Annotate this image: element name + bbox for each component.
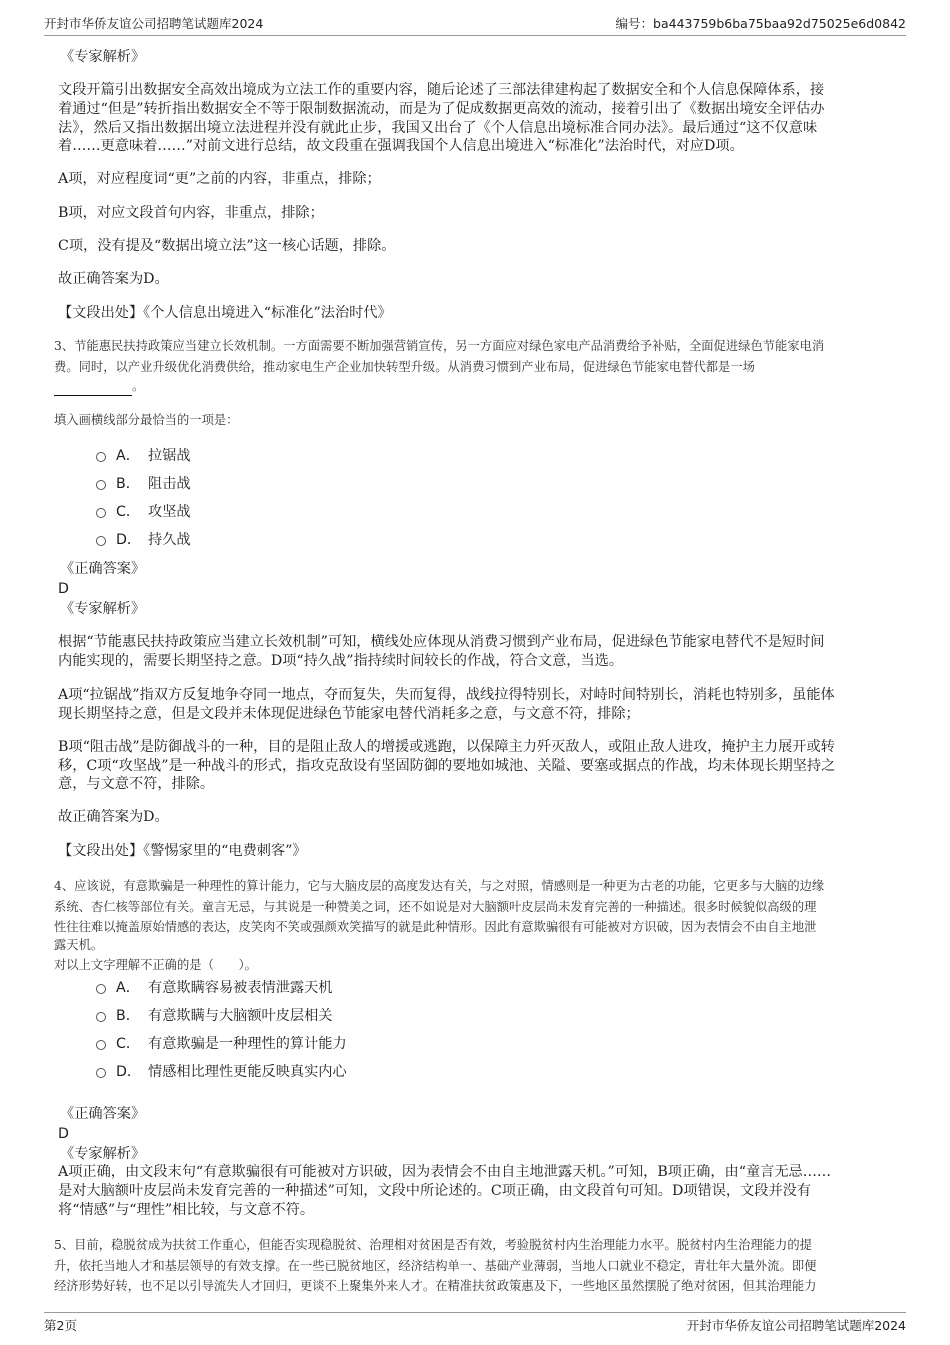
radio-button[interactable]	[96, 1012, 106, 1022]
q4-analysis-line: 是对大脑额叶皮层尚未发育完善的一种描述”可知，文段中所论述的。C项正确，由文段首句可知。D项错误，文段并没有	[58, 1183, 812, 1199]
q4-stem-line: 露天机。	[54, 938, 104, 952]
radio-button[interactable]	[96, 480, 106, 490]
option-letter: B．	[116, 476, 140, 492]
q2-analysis-line: 着……更意味着……”对前文进行总结，故文段重在强调我国个人信息出境进入“标准化”法治时代，对应D项。	[58, 138, 744, 154]
q2-analysis-line: 法》，然后又指出数据出境立法进程并没有就此止步，我国又出台了《个人信息出境标准合同办法》。最后通过“这不仅意味	[58, 120, 818, 136]
q4-option-a[interactable]	[96, 977, 332, 997]
q3-stem-line: 费。同时，以产业升级优化消费供给，推动家电生产企业加快转型升级。从消费习惯到产业布局，促进绿色节能家电替代都是一场	[54, 360, 755, 374]
q4-answer: D	[58, 1126, 69, 1142]
q3-answer: D	[58, 581, 69, 597]
footer-title: 开封市华侨友谊公司招聘笔试题库2024	[686, 1318, 906, 1333]
q3-analysis-line: 现长期坚持之意，但是文段并未体现促进绿色节能家电替代消耗多之意，与文意不符，排除；	[58, 706, 640, 722]
option-letter: D．	[116, 1064, 142, 1080]
q5-stem-line: 5、目前，稳脱贫成为扶贫工作重心，但能否实现稳脱贫、治理相对贫困是否有效，考验脱贫村内生治理能力水平。脱贫村内生治理能力的提	[54, 1238, 812, 1252]
q3-analysis-line: 意，与文意不符，排除。	[58, 776, 215, 792]
radio-button[interactable]	[96, 1068, 106, 1078]
q3-answer-title: 《正确答案》	[60, 561, 146, 577]
q3-option-c[interactable]	[96, 501, 191, 521]
q3-analysis-line: 内能实现的，需要长期坚持之意。D项“持久战”指持续时间较长的作战，符合文意，当选。	[58, 653, 624, 669]
q2-option-b-explanation: B项，对应文段首句内容，非重点，排除；	[58, 205, 324, 221]
q3-analysis-line: A项“拉锯战”指双方反复地争夺同一地点，夺而复失，失而复得，战线拉得特别长，对峙时间特别长，消耗也特别多，虽能体	[58, 687, 835, 703]
radio-button[interactable]	[96, 536, 106, 546]
option-letter: C．	[116, 504, 141, 520]
q4-analysis-line: A项正确，由文段末句“有意欺骗很有可能被对方识破，因为表情会不由自主地泄露天机。”可知，B项正确，由“童言无忌……	[58, 1164, 832, 1180]
q4-option-d[interactable]	[96, 1061, 347, 1081]
q3-analysis-line: 移，C项“攻坚战”是一种战斗的形式，指攻克敌设有坚固防御的要地如城池、关隘、要塞或据点的作战，均未体现长期坚持之	[58, 758, 836, 774]
q4-stem-line: 系统、杏仁核等部位有关。童言无忌，与其说是一种赞美之词，还不如说是对大脑额叶皮层尚未发育完善的一种描述。很多时候貌似高级的理	[54, 900, 817, 914]
page-header	[44, 14, 906, 36]
option-text: 持久战	[148, 532, 191, 548]
radio-button[interactable]	[96, 452, 106, 462]
q4-analysis-line: 将“情感”与“理性”相比较，与文意不符。	[58, 1202, 315, 1218]
q3-stem-tail: 。	[132, 379, 145, 393]
q4-answer-title: 《正确答案》	[60, 1106, 146, 1122]
document-id: 编号：ba443759b6ba75baa92d75025e6d0842	[615, 16, 906, 31]
q4-option-c[interactable]	[96, 1033, 347, 1053]
q3-option-a[interactable]	[96, 445, 191, 465]
q4-stem-line: 4、应该说，有意欺骗是一种理性的算计能力，它与大脑皮层的高度发达有关，与之对照，情感则是一种更为古老的功能，它更多与大脑的边缘	[54, 879, 825, 893]
q3-conclusion: 故正确答案为D。	[58, 809, 169, 825]
option-letter: D．	[116, 532, 142, 548]
option-letter: B．	[116, 1008, 140, 1024]
header-title: 开封市华侨友谊公司招聘笔试题库2024	[44, 16, 264, 31]
q4-stem-line: 性往往难以掩盖原始情感的表达，皮笑肉不笑或强颜欢笑描写的就是此种情形。因此有意欺骗很有可能被对方识破，因为表情会不由自主地泄	[54, 920, 817, 934]
q2-option-a-explanation: A项，对应程度词“更”之前的内容，非重点，排除；	[58, 171, 381, 187]
option-letter: C．	[116, 1036, 141, 1052]
q2-analysis-line: 文段开篇引出数据安全高效出境成为立法工作的重要内容，随后论述了三部法律建构起了数据安全和个人信息保障体系，接	[58, 82, 825, 98]
radio-button[interactable]	[96, 508, 106, 518]
option-text: 有意欺瞒与大脑额叶皮层相关	[148, 1008, 333, 1024]
q2-option-c-explanation: C项，没有提及“数据出境立法”这一核心话题，排除。	[58, 238, 396, 254]
q3-blank-line	[54, 376, 144, 396]
q3-option-b[interactable]	[96, 473, 191, 493]
q3-analysis-line: B项“阻击战”是防御战斗的一种，目的是阻止敌人的增援或逃跑，以保障主力歼灭敌人，或阻止敌人进攻，掩护主力展开或转	[58, 739, 835, 755]
q5-stem-line: 经济形势好转，也不足以引导流失人才回归，更谈不上聚集外来人才。在精准扶贫政策惠及下，一些地区虽然摆脱了绝对贫困，但其治理能力	[54, 1279, 817, 1293]
radio-button[interactable]	[96, 1040, 106, 1050]
option-letter: A．	[116, 448, 140, 464]
q3-option-d[interactable]	[96, 529, 191, 549]
option-letter: A．	[116, 980, 140, 996]
q2-source: 【文段出处】《个人信息出境进入“标准化”法治时代》	[58, 305, 392, 321]
fill-blank	[54, 381, 132, 396]
q2-analysis-line: 着通过“但是”转折指出数据安全不等于限制数据流动，而是为了促成数据更高效的流动，接着引出了《数据出境安全评估办	[58, 101, 825, 117]
q3-analysis-title: 《专家解析》	[60, 601, 146, 617]
q2-conclusion: 故正确答案为D。	[58, 271, 169, 287]
q3-source: 【文段出处】《警惕家里的“电费刺客”》	[58, 843, 307, 859]
q3-analysis-line: 根据“节能惠民扶持政策应当建立长效机制”可知，横线处应体现从消费习惯到产业布局，促进绿色节能家电替代不是短时间	[58, 634, 825, 650]
q4-prompt: 对以上文字理解不正确的是（ ）。	[54, 958, 257, 972]
option-text: 有意欺骗是一种理性的算计能力	[148, 1036, 347, 1052]
radio-button[interactable]	[96, 984, 106, 994]
option-text: 有意欺瞒容易被表情泄露天机	[148, 980, 333, 996]
option-text: 拉锯战	[148, 448, 191, 464]
q3-prompt: 填入画横线部分最恰当的一项是：	[54, 413, 239, 427]
option-text: 情感相比理性更能反映真实内心	[148, 1064, 347, 1080]
q2-analysis-title: 《专家解析》	[60, 49, 146, 65]
option-text: 阻击战	[148, 476, 191, 492]
option-text: 攻坚战	[148, 504, 191, 520]
page-number: 第2页	[44, 1318, 77, 1333]
q3-stem-line: 3、节能惠民扶持政策应当建立长效机制。一方面需要不断加强营销宣传，另一方面应对绿色家电产品消费给予补贴，全面促进绿色节能家电消	[54, 339, 825, 353]
page-footer	[44, 1312, 906, 1334]
q5-stem-line: 升，依托当地人才和基层领导的有效支撑。在一些已脱贫地区，经济结构单一、基础产业薄弱，当地人口就业不稳定，青壮年大量外流。即便	[54, 1259, 817, 1273]
q4-option-b[interactable]	[96, 1005, 332, 1025]
q4-analysis-title: 《专家解析》	[60, 1146, 146, 1162]
